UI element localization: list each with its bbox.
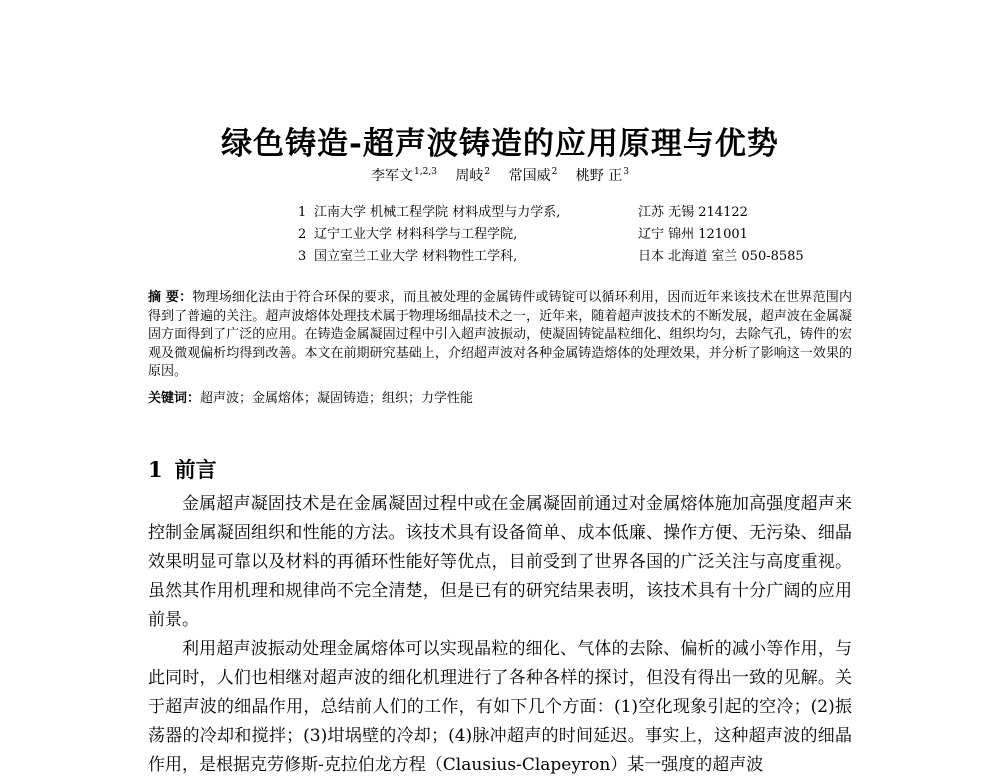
affiliation-row (298, 202, 858, 224)
affiliation-location: 江苏 无锡 214122 (638, 205, 748, 220)
author-list (0, 165, 1000, 185)
affiliation-number: 1 (298, 205, 307, 220)
affiliation-location: 辽宁 锦州 121001 (638, 227, 748, 242)
affiliation-organization: 国立室兰工业大学 材料物性工学科, (314, 249, 518, 264)
section-title: 前言 (174, 457, 217, 482)
affiliation-number: 2 (298, 227, 307, 242)
author-affiliation-mark: 1,2,3 (414, 167, 437, 178)
affiliation-location: 日本 北海道 室兰 050-8585 (638, 249, 804, 264)
paragraph: 金属超声凝固技术是在金属凝固过程中或在金属凝固前通过对金属熔体施加高强度超声来控制金属凝固组织和性能的方法。该技术具有设备简单、成本低廉、操作方便、无污染、细晶效果明显可靠以及材料的再循环性能好等优点，目前受到了世界各国的广泛关注与高度重视。虽然其作用机理和规律尚不完全清楚，但是已有的研究结果表明，该技术具有十分广阔的应用前景。 (148, 494, 852, 630)
section-number: 1 (148, 457, 163, 482)
author: 常国威$^2$ (508, 167, 558, 184)
affiliation-list (298, 202, 858, 268)
paragraph: 利用超声波振动处理金属熔体可以实现晶粒的细化、气体的去除、偏析的减小等作用，与此同时，人们也相继对超声波的细化机理进行了各种各样的探讨，但没有得出一致的见解。关于超声波的细晶作用，总结前人们的工作，有如下几个方面：(1)空化现象引起的空冷；(2)振荡器的冷却和搅拌；(3)坩埚壁的冷却；(4)脉冲超声的时间延迟。事实上，这种超声波的细晶作用，是根据克劳修斯-克拉伯龙方程（Clausius-Clapeyron）某一强度的超声波 (148, 639, 852, 775)
author: 李军文$^{1,2,3}$ (371, 167, 437, 184)
author-affiliation-mark: 2 (551, 167, 558, 178)
affiliation-number: 3 (298, 249, 307, 264)
affiliation-organization: 江南大学 机械工程学院 材料成型与力学系, (314, 205, 561, 220)
affiliation-organization: 辽宁工业大学 材料科学与工程学院, (314, 227, 518, 242)
abstract-label: 摘 要： (148, 290, 193, 305)
keywords (148, 390, 852, 408)
body-text (148, 490, 852, 780)
keywords-label: 关键词： (148, 391, 201, 406)
abstract (148, 289, 852, 382)
keywords-text: 超声波；金属熔体；凝固铸造；组织；力学性能 (200, 391, 474, 406)
author: 周岐$^2$ (455, 167, 491, 184)
author: 桃野 正$^3$ (575, 167, 629, 184)
section-heading (148, 454, 217, 484)
abstract-text: 物理场细化法由于符合环保的要求，而且被处理的金属铸件或铸锭可以循环利用，因而近年来该技术在世界范围内得到了普遍的关注。超声波熔体处理技术属于物理场细晶技术之一，近年来，随着超声波技术的不断发展，超声波在金属凝固方面得到了广泛的应用。在铸造金属凝固过程中引入超声波振动，使凝固铸锭晶粒细化、组织均匀，去除气孔，铸件的宏观及微观偏析均得到改善。本文在前期研究基础上，介绍超声波对各种金属铸造熔体的处理效果，并分析了影响这一效果的原因。 (148, 290, 852, 379)
author-affiliation-mark: 3 (623, 167, 629, 178)
affiliation-row (298, 224, 858, 246)
paper-title: 绿色铸造-超声波铸造的应用原理与优势 (221, 126, 779, 162)
affiliation-row (298, 246, 858, 268)
author-affiliation-mark: 2 (484, 167, 491, 178)
